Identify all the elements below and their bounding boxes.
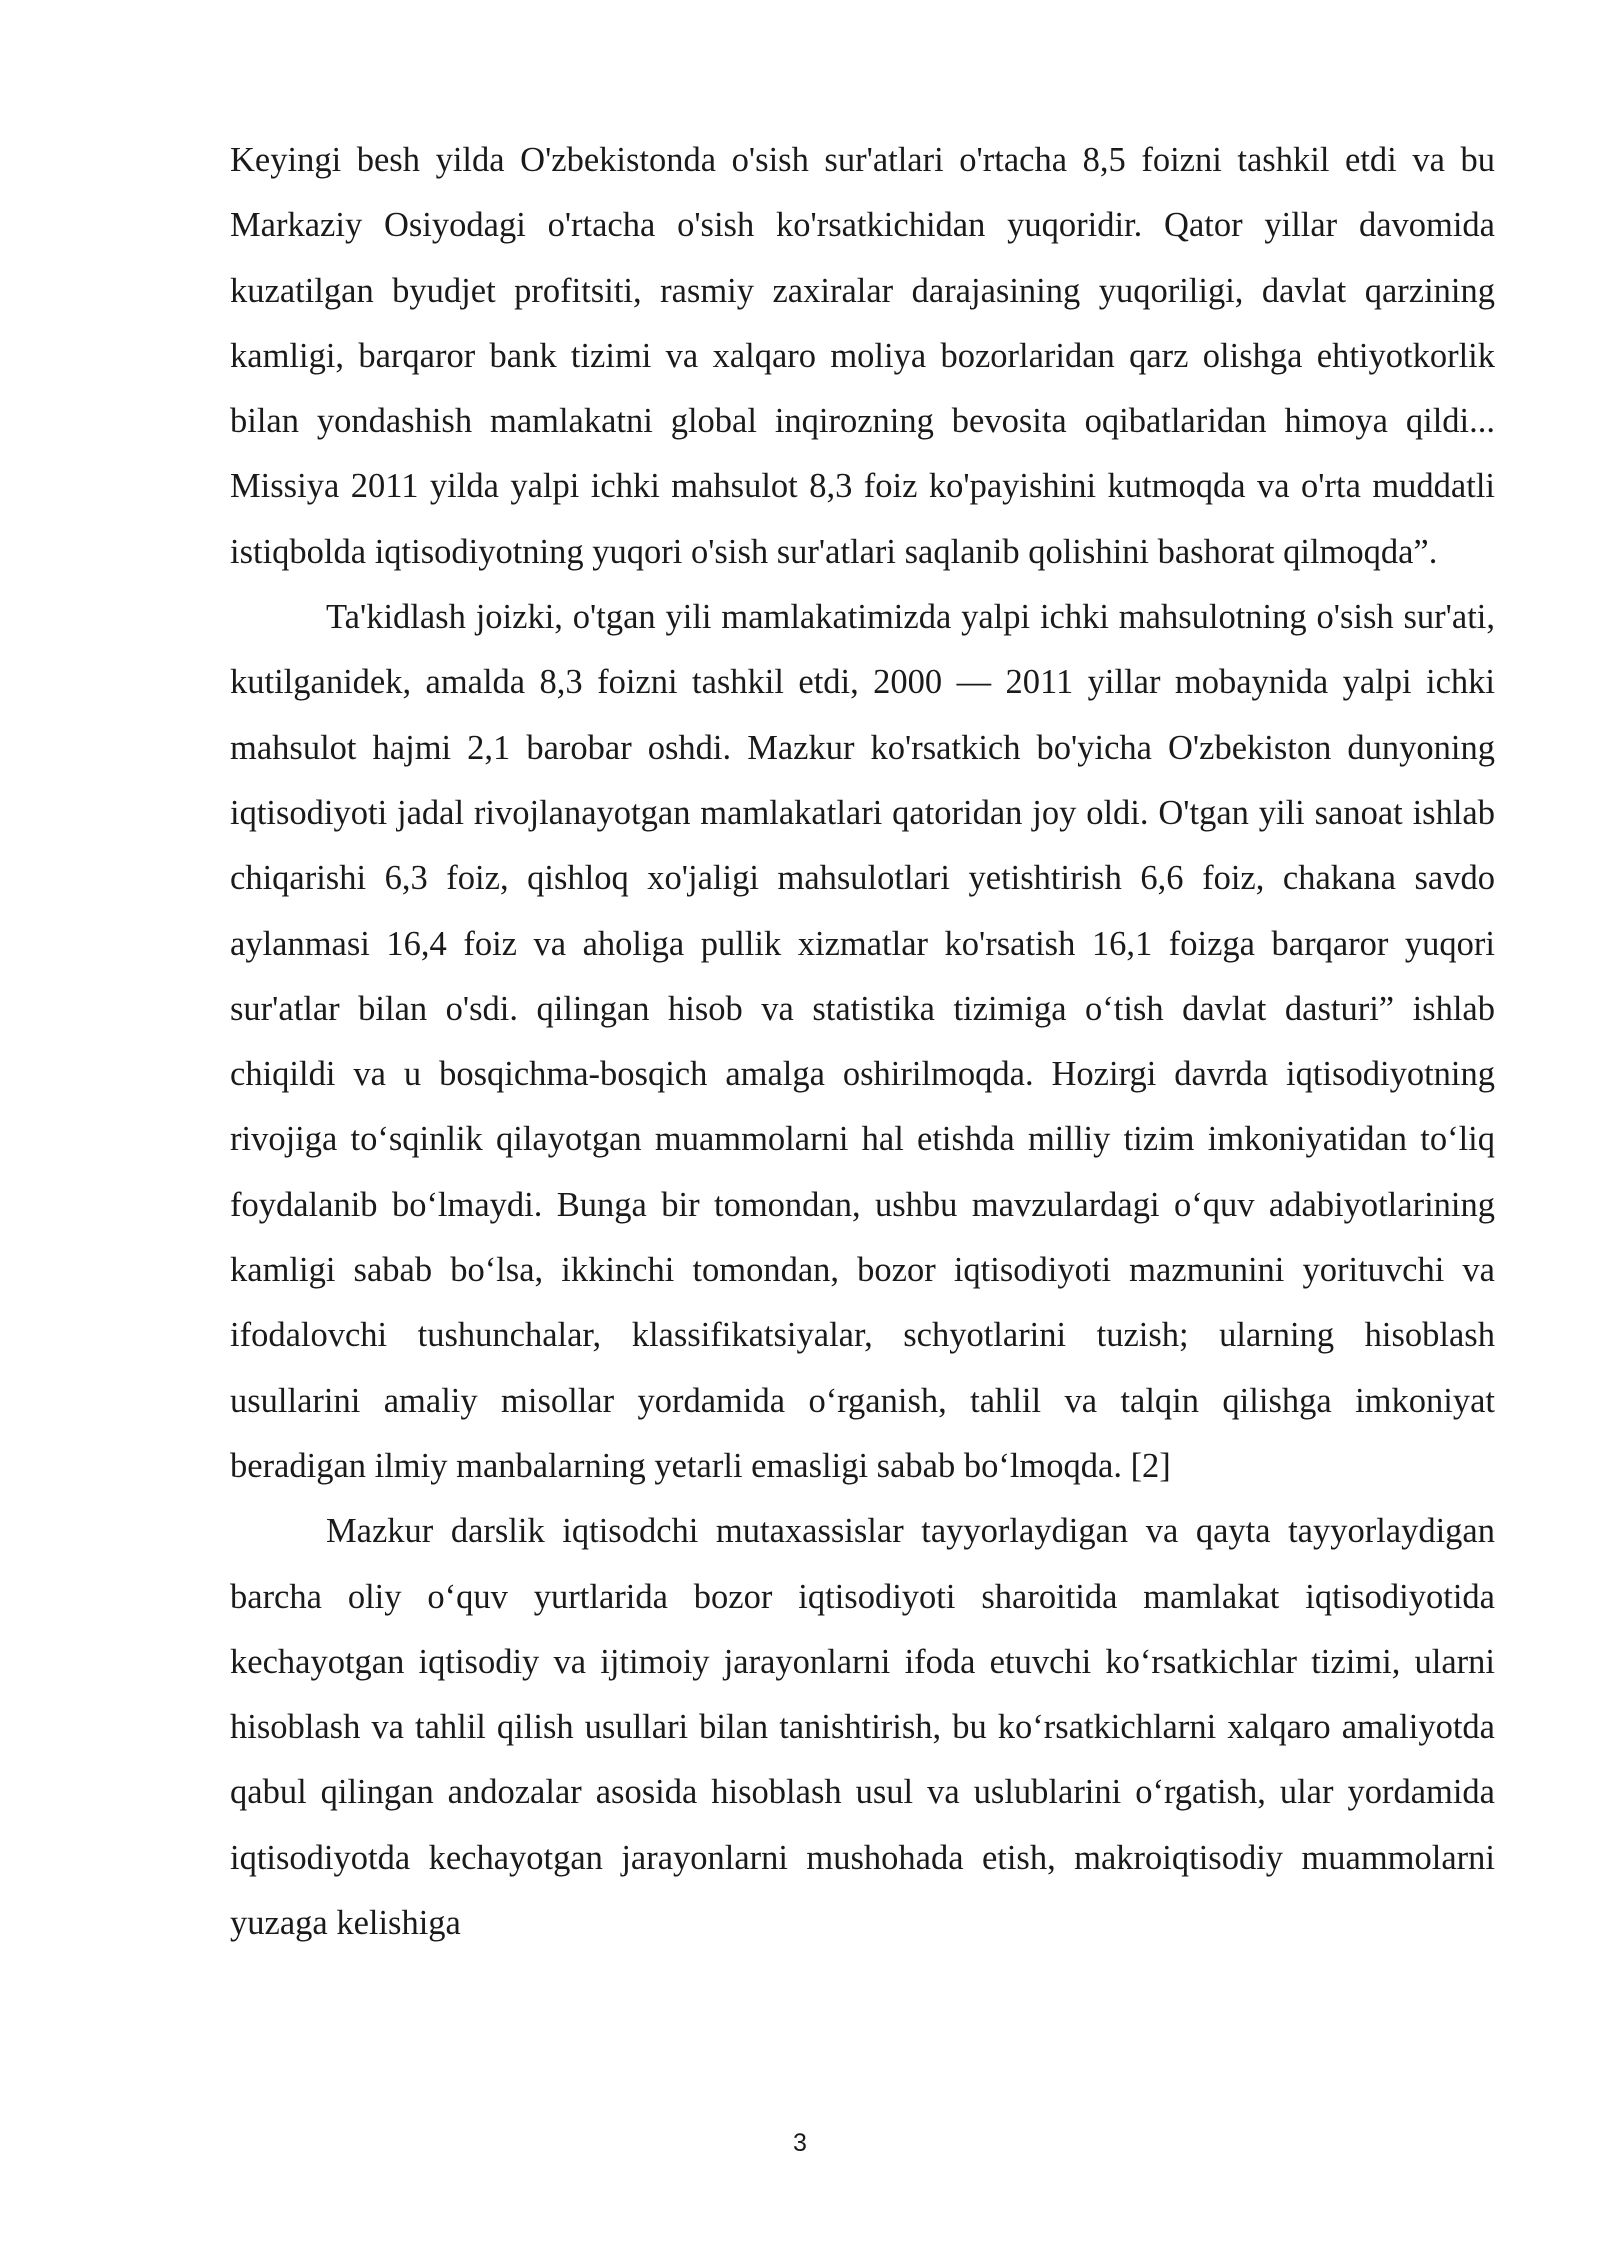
paragraph-textbook-purpose: Mazkur darslik iqtisodchi mutaxassislar tayyorlaydigan va qayta tayyorlaydigan barcha oliy o‘quv yurtlarida bozor iqtisodiyoti sharoitida mamlakat iqtisodiyotida kechayotgan iqtisodiy va ijtimoiy jarayonlarni ifoda etuvchi ko‘rsatkichlar tizimi, ularni hisoblash va tahlil qilish usullari bilan tanishtirish, bu ko‘rsatkichlarni xalqaro amaliyotda qabul qilingan andozalar asosida hisoblash usul va uslublarini o‘rgatish, ular yordamida iqtisodiyotda kechayotgan jarayonlarni mushohada etish, makroiqtisodiy muammolarni yuzaga kelishiga [230,1512,1495,1943]
paragraph-growth-rates: Keyingi besh yilda O'zbekistonda o'sish sur'atlari o'rtacha 8,5 foizni tashkil etdi va bu Markaziy Osiyodagi o'rtacha o'sish ko'rsatkichidan yuqoridir. Qator yillar davomida kuzatilgan byudjet profitsiti, rasmiy zaxiralar darajasining yuqoriligi, davlat qarzining kamligi, barqaror bank tizimi va xalqaro moliya bozorlaridan qarz olishga ehtiyotkorlik bilan yondashish mamlakatni global inqirozning bevosita oqibatlaridan himoya qildi... Missiya 2011 yilda yalpi ichki mahsulot 8,3 foiz ko'payishini kutmoqda va o'rta muddatli istiqbolda iqtisodiyotning yuqori o'sish sur'atlari saqlanib qolishini bashorat qilmoqda”. [230,141,1495,571]
paragraph-gdp-results: Ta'kidlash joizki, o'tgan yili mamlakatimizda yalpi ichki mahsulotning o'sish sur'ati, kutilganidek, amalda 8,3 foizni tashkil etdi, 2000 — 2011 yillar mobaynida yalpi ichki mahsulot hajmi 2,1 barobar oshdi. Mazkur ko'rsatkich bo'yicha O'zbekiston dunyoning iqtisodiyoti jadal rivojlanayotgan mamlakatlari qatoridan joy oldi. O'tgan yili sanoat ishlab chiqarishi 6,3 foiz, qishloq xo'jaligi mahsulotlari yetishtirish 6,6 foiz, chakana savdo aylanmasi 16,4 foiz va aholiga pullik xizmatlar ko'rsatish 16,1 foizga barqaror yuqori sur'atlar bilan o'sdi. qilingan hisob va statistika tizimiga o‘tish davlat dasturi” ishlab chiqildi va u bosqichma-bosqich amalga oshirilmoqda. Hozirgi davrda iqtisodiyotning rivojiga to‘sqinlik qilayotgan muammolarni hal etishda milliy tizim imkoniyatidan to‘liq foydalanib bo‘lmaydi. Bunga bir tomondan, ushbu mavzulardagi o‘quv adabiyotlarining kamligi sabab bo‘lsa, ikkinchi tomondan, bozor iqtisodiyoti mazmunini yorituvchi va ifodalovchi tushunchalar, klassifikatsiyalar, schyotlarini tuzish; ularning hisoblash usullarini amaliy misollar yordamida o‘rganish, tahlil va talqin qilishga imkoniyat beradigan ilmiy manbalarning yetarli emasligi sabab bo‘lmoqda. [2] [230,598,1495,1485]
document-page [230,128,1495,1956]
page-number: 3 [793,2129,807,2157]
